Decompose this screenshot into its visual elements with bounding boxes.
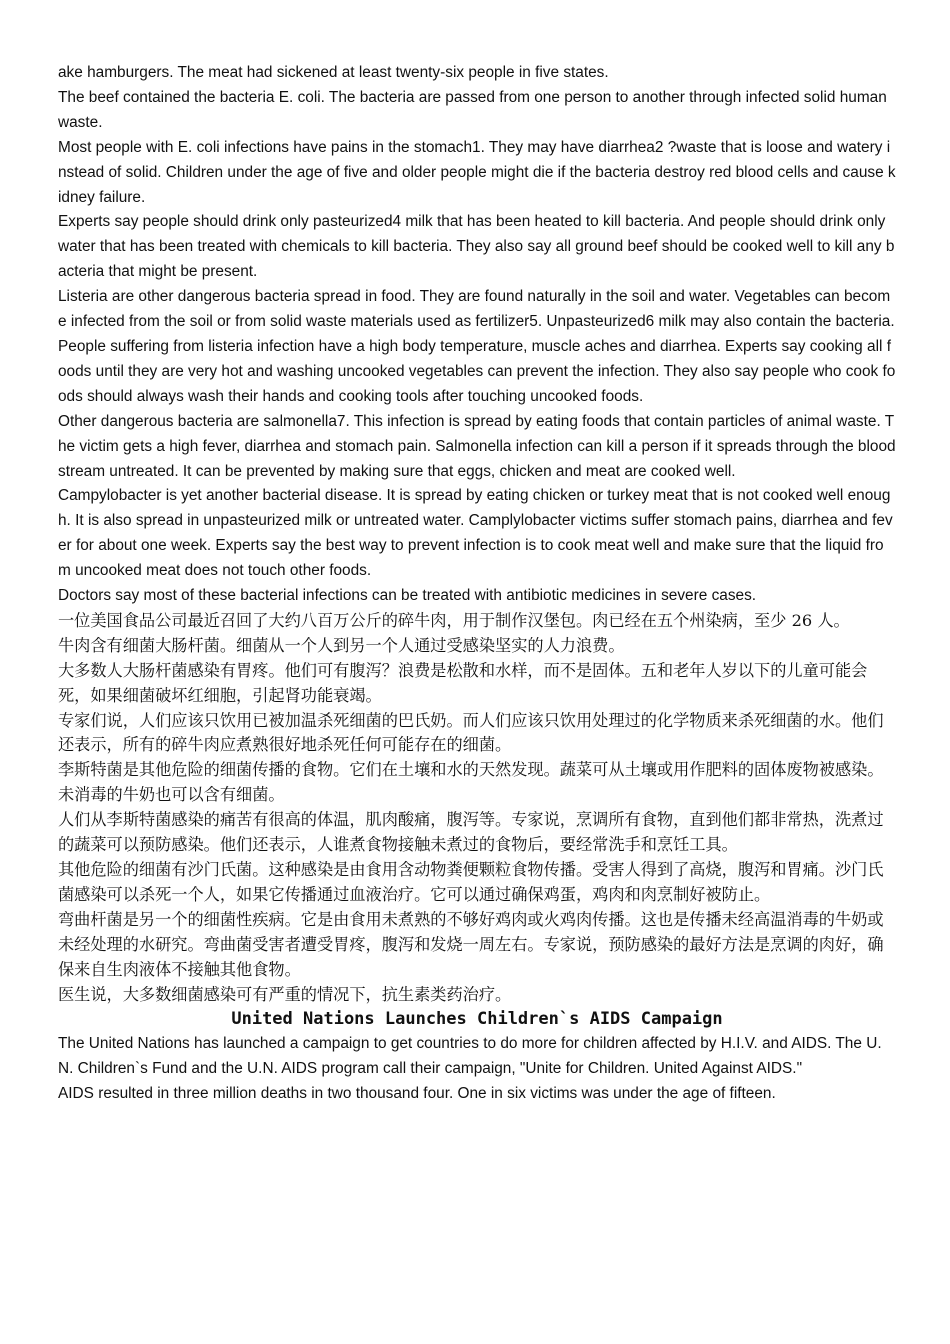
paragraph-en: Other dangerous bacteria are salmonella7. This infection is spread by eating foods that contain particles of animal waste. The victim gets a high fever, diarrhea and stomach pain. Salmonella infection can kill a person if it spreads through the bloodstream untreated. It can be prevented by making sure that eggs, chicken and meat are cooked well. bbox=[58, 412, 896, 480]
paragraph-zh: 医生说，大多数细菌感染可有严重的情况下，抗生素类药治疗。 bbox=[58, 984, 512, 1004]
paragraph-en: Most people with E. coli infections have pains in the stomach1. They may have diarrhea2 ?waste that is loose and watery instead of solid. Children under the age of five and older people might die if the bacteria destroy red blood cells and cause kidney failure. bbox=[58, 138, 896, 206]
paragraph-en: AIDS resulted in three million deaths in two thousand four. One in six victims was under the age of fifteen. bbox=[58, 1085, 776, 1103]
paragraph-zh: 李斯特菌是其他危险的细菌传播的食物。它们在土壤和水的天然发现。蔬菜可从土壤或用作肥料的固体废物被感染。未消毒的牛奶也可以含有细菌。 bbox=[58, 760, 884, 805]
paragraph-zh: 一位美国食品公司最近召回了大约八百万公斤的碎牛肉，用于制作汉堡包。肉已经在五个州染病，至少 26 人。 bbox=[58, 610, 850, 630]
section-title: United Nations Launches Children`s AIDS Campaign bbox=[231, 1009, 723, 1030]
paragraph-zh: 专家们说，人们应该只饮用已被加温杀死细菌的巴氏奶。而人们应该只饮用处理过的化学物质来杀死细菌的水。他们还表示，所有的碎牛肉应煮熟很好地杀死任何可能存在的细菌。 bbox=[58, 710, 884, 755]
document-page bbox=[58, 61, 896, 1107]
paragraph-zh: 人们从李斯特菌感染的痛苦有很高的体温，肌肉酸痛，腹泻等。专家说，烹调所有食物，直到他们都非常热，洗煮过的蔬菜可以预防感染。他们还表示，人谁煮食物接触未煮过的食物后，要经常洗手和烹饪工具。 bbox=[58, 810, 884, 855]
paragraph-zh: 弯曲杆菌是另一个的细菌性疾病。它是由食用未煮熟的不够好鸡肉或火鸡肉传播。这也是传播未经高温消毒的牛奶或未经处理的水研究。弯曲菌受害者遭受胃疼，腹泻和发烧一周左右。专家说，预防感染的最好方法是烹调的肉好，确保来自生肉液体不接触其他食物。 bbox=[58, 909, 884, 979]
paragraph-en: Doctors say most of these bacterial infections can be treated with antibiotic medicines in severe cases. bbox=[58, 587, 757, 605]
paragraph-en: Listeria are other dangerous bacteria spread in food. They are found naturally in the soil and water. Vegetables can become infected from the soil or from solid waste materials used as fertilizer5. Unpasteurized6 milk may also contain the bacteria. bbox=[58, 288, 895, 331]
paragraph-zh: 大多数人大肠杆菌感染有胃疼。他们可有腹泻？浪费是松散和水样，而不是固体。五和老年人岁以下的儿童可能会死，如果细菌破坏红细胞，引起肾功能衰竭。 bbox=[58, 660, 868, 705]
paragraph-en: Experts say people should drink only pasteurized4 milk that has been heated to kill bacteria. And people should drink only water that has been treated with chemicals to kill bacteria. They also say all ground beef should be cooked well to kill any bacteria that might be present. bbox=[58, 213, 895, 281]
paragraph-zh: 牛肉含有细菌大肠杆菌。细菌从一个人到另一个人通过受感染坚实的人力浪费。 bbox=[58, 635, 625, 655]
paragraph-en: Campylobacter is yet another bacterial disease. It is spread by eating chicken or turkey meat that is not cooked well enough. It is also spread in unpasteurized milk or untreated water. Camplylobacter victims suffer stomach pains, diarrhea and fever for about one week. Experts say the best way to prevent infection is to cook meat well and make sure that the liquid from uncooked meat does not touch other foods. bbox=[58, 487, 893, 580]
paragraph-en: ake hamburgers. The meat had sickened at least twenty-six people in five states. bbox=[58, 64, 609, 81]
paragraph-zh: 其他危险的细菌有沙门氏菌。这种感染是由食用含动物粪便颗粒食物传播。受害人得到了高烧，腹泻和胃痛。沙门氏菌感染可以杀死一个人，如果它传播通过血液治疗。它可以通过确保鸡蛋，鸡肉和肉烹制好被防止。 bbox=[58, 860, 884, 904]
paragraph-en: People suffering from listeria infection have a high body temperature, muscle aches and diarrhea. Experts say cooking all foods until they are very hot and washing uncooked vegetables can prevent the infection. They also say people who cook foods should always wash their hands and cooking tools after touching uncooked foods. bbox=[58, 337, 896, 405]
paragraph-en: The beef contained the bacteria E. coli. The bacteria are passed from one person to another through infected solid human waste. bbox=[58, 88, 887, 131]
paragraph-en: The United Nations has launched a campaign to get countries to do more for children affected by H.I.V. and AIDS. The U.N. Children`s Fund and the U.N. AIDS program call their campaign, "Unite for Children. United Against AIDS." bbox=[58, 1035, 882, 1078]
